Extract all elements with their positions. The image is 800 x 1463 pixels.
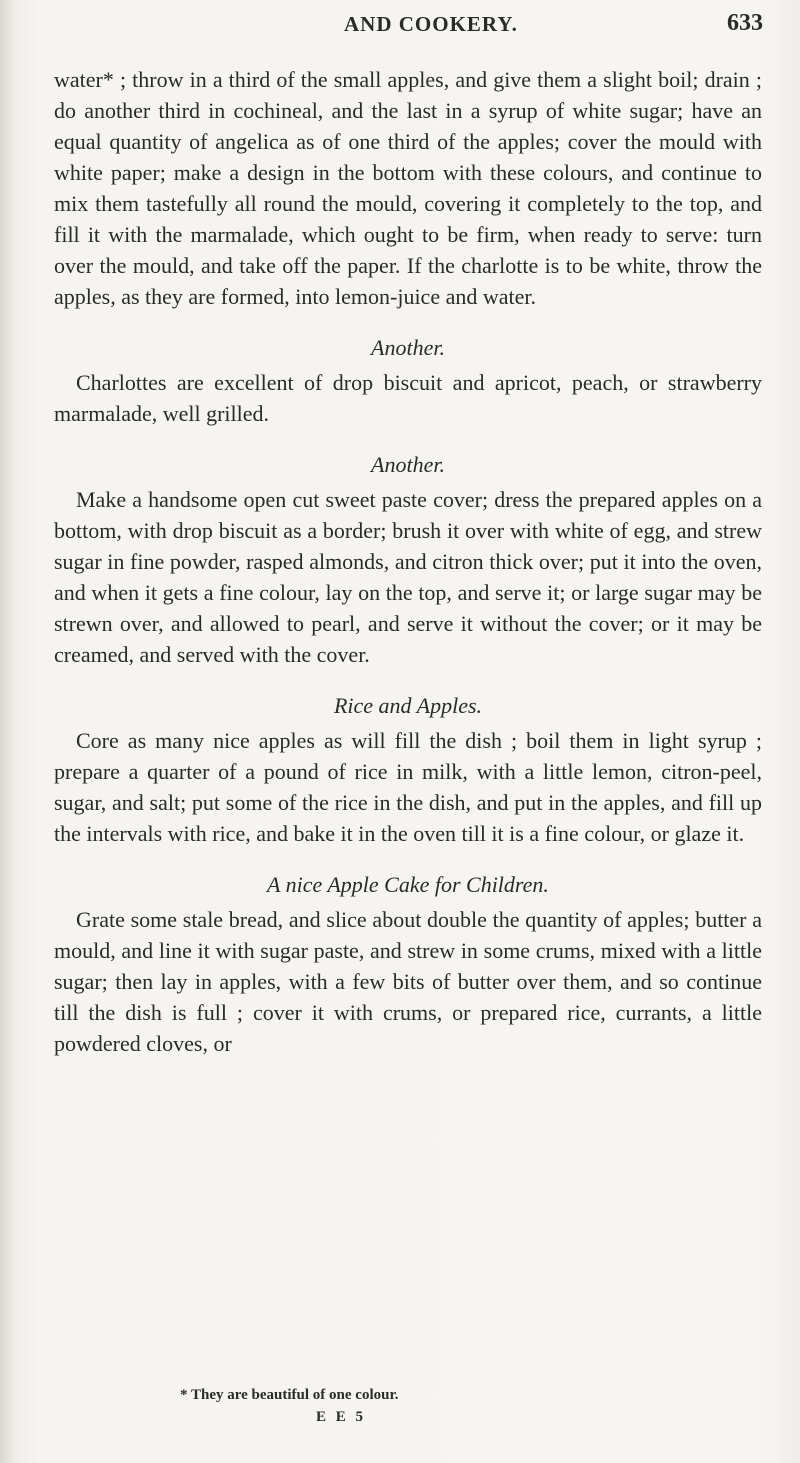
recipe-heading-apple-cake: A nice Apple Cake for Children. <box>267 872 549 897</box>
printer-signature: E E 5 <box>316 1409 367 1425</box>
running-head: AND COOKERY. <box>344 12 518 36</box>
page-gutter-shadow <box>0 0 14 1463</box>
intro-paragraph: water* ; throw in a third of the small apples, and give them a slight boil; drain ; do another third in cochineal, and the last in a syrup of white sugar; have an equal quantity of angelica as of one third of the apples; cover the mould with white paper; make a design in the bottom with these colours, and continue to mix them tastefully all round the mould, covering it completely to the top, and fill it with the marmalade, which ought to be firm, when ready to serve: turn over the mould, and take off the paper. If the charlotte is to be white, throw the apples, as they are formed, into lemon-juice and water. <box>54 67 762 309</box>
page-body <box>54 64 762 1059</box>
page-header <box>0 8 800 38</box>
recipe-text-another-1: Charlottes are excellent of drop biscuit and apricot, peach, or strawberry marmalade, well grilled. <box>54 370 762 426</box>
recipe-text-another-2: Make a handsome open cut sweet paste cover; dress the prepared apples on a bottom, with drop biscuit as a border; brush it over with white of egg, and strew sugar in fine powder, rasped almonds, and citron thick over; put it into the oven, and when it gets a fine colour, lay on the top, and serve it; or large sugar may be strewn over, and allowed to pearl, and serve it without the cover; or it may be creamed, and served with the cover. <box>54 487 762 667</box>
recipe-heading-rice-and-apples: Rice and Apples. <box>333 693 483 718</box>
recipe-heading-another-1: Another. <box>371 335 445 360</box>
recipe-text-rice-and-apples: Core as many nice apples as will fill the dish ; boil them in light syrup ; prepare a quarter of a pound of rice in milk, with a little lemon, citron-peel, sugar, and salt; put some of the rice in the dish, and put in the apples, and fill up the intervals with rice, and bake it in the oven till it is a fine colour, or glaze it. <box>54 728 762 846</box>
recipe-text-apple-cake: Grate some stale bread, and slice about double the quantity of apples; butter a mould, and line it with sugar paste, and strew in some crums, mixed with a little sugar; then lay in apples, with a few bits of butter over them, and so continue till the dish is full ; cover it with crums, or prepared rice, currants, a little powdered cloves, or <box>54 907 762 1056</box>
page-number: 633 <box>727 10 763 36</box>
footnote: * They are beautiful of one colour. <box>180 1387 399 1403</box>
recipe-heading-another-2: Another. <box>371 452 445 477</box>
